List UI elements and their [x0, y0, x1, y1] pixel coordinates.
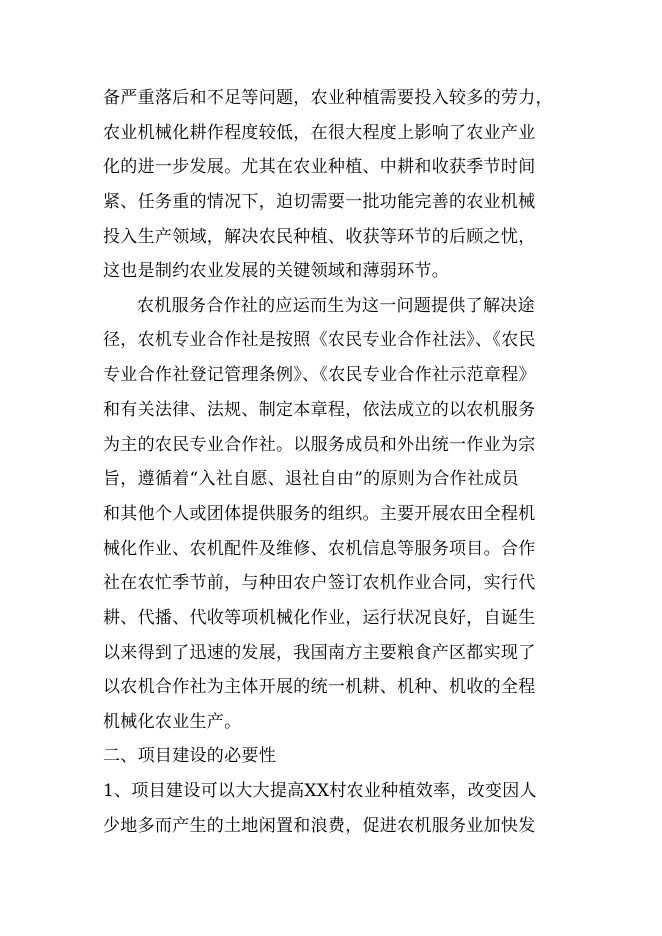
text-line: 径，农机专业合作社是按照《农民专业合作社法》、《农民: [103, 330, 536, 350]
text-line: 以来得到了迅速的发展，我国南方主要粮食产区都实现了: [103, 643, 536, 663]
text-line: 械化作业、农机配件及维修、农机信息等服务项目。合作: [103, 539, 536, 559]
text-line: 和其他个人或团体提供服务的组织。主要开展农田全程机: [103, 504, 536, 524]
text-line: 以农机合作社为主体开展的统一机耕、机种、机收的全程: [103, 677, 536, 697]
text-line: 耕、代播、代收等项机械化作业，运行状况良好，自诞生: [103, 608, 536, 628]
section-heading: 二、项目建设的必要性: [103, 746, 276, 766]
text-line: 紧、任务重的情况下，迫切需要一批功能完善的农业机械: [103, 192, 536, 212]
text-line: 化的进一步发展。尤其在农业种植、中耕和收获季节时间: [103, 157, 536, 177]
text-line: 专业合作社登记管理条例》、《农民专业合作社示范章程》: [103, 365, 536, 385]
text-line: 这也是制约农业发展的关键领域和薄弱环节。: [103, 261, 449, 281]
text-line: 少地多而产生的土地闲置和浪费，促进农机服务业加快发: [103, 816, 536, 836]
text-line: 社在农忙季节前，与种田农户签订农机作业合同，实行代: [103, 573, 536, 593]
paragraph-first-line: 农机服务合作社的应运而生为这一问题提供了解决途: [137, 296, 535, 316]
text-line: 为主的农民专业合作社。以服务成员和外出统一作业为宗: [103, 435, 536, 455]
text-line: 备严重落后和不足等问题，农业种植需要投入较多的劳力，: [103, 88, 553, 108]
text-line: 旨，遵循着“入社自愿、退社自由”的原则为合作社成员: [103, 469, 519, 489]
text-line: 投入生产领域，解决农民种植、收获等环节的后顾之忧，: [103, 227, 536, 247]
text-line: 和有关法律、法规、制定本章程，依法成立的以农机服务: [103, 400, 536, 420]
text-line: 机械化农业生产。: [103, 712, 242, 732]
text-line: 农业机械化耕作程度较低，在很大程度上影响了农业产业: [103, 123, 536, 143]
numbered-item-line: 1、项目建设可以大大提高XX村农业种植效率，改变因人: [103, 781, 537, 801]
